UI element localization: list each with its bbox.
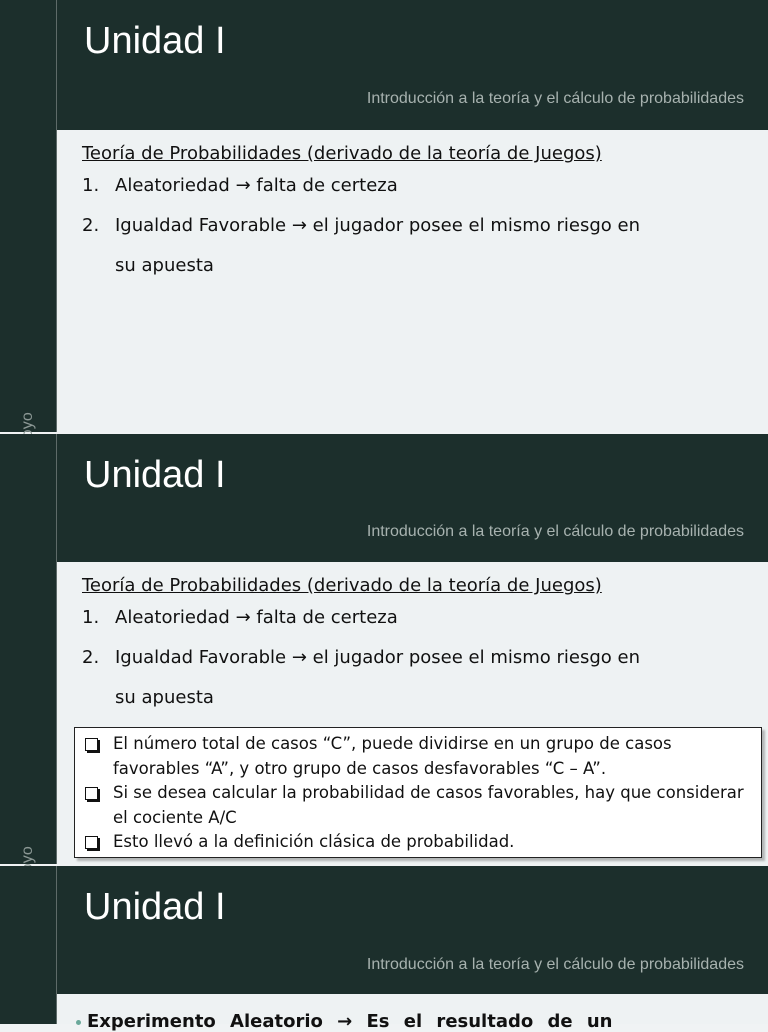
content-heading: Teoría de Probabilidades (derivado de la teoría de Juegos)	[82, 575, 602, 596]
slide-header	[57, 866, 768, 994]
callout-item	[83, 732, 753, 781]
callout-item	[83, 830, 753, 855]
callout-item-text: Esto llevó a la definición clásica de probabilidad.	[113, 832, 515, 851]
callout-item	[83, 781, 753, 830]
list-item-continuation-text: su apuesta	[115, 687, 214, 708]
checkbox-bullet-icon	[85, 787, 98, 800]
list-item	[82, 598, 742, 638]
slide-content	[82, 574, 742, 718]
slide-title: Unidad I	[84, 20, 226, 62]
checkbox-bullet-icon	[85, 836, 98, 849]
slide-subtitle: Introducción a la teoría y el cálculo de probabilidades	[366, 523, 744, 540]
numbered-list	[82, 598, 742, 718]
slide-sidebar	[0, 434, 57, 864]
list-item-text: Igualdad Favorable → el jugador posee el mismo riesgo en	[115, 215, 641, 236]
bullet-dot-icon	[76, 1020, 81, 1025]
list-item	[82, 166, 742, 206]
list-item	[82, 638, 742, 678]
list-item	[82, 206, 742, 246]
slide-subtitle: Introducción a la teoría y el cálculo de probabilidades	[366, 90, 744, 107]
slide-header	[57, 0, 768, 130]
slide-header	[57, 434, 768, 562]
list-item-continuation	[82, 246, 742, 286]
callout-item-text: El número total de casos “C”, puede dividirse en un grupo de casos favorables “A”, y otro grupo de casos desfavorables “C – A”.	[113, 734, 672, 778]
callout-item-text: Si se desea calcular la probabilidad de casos favorables, hay que considerar el cociente A/C	[113, 783, 744, 827]
slide-content	[82, 142, 742, 286]
slide-sidebar	[0, 866, 57, 1024]
list-number: 1.	[82, 175, 100, 196]
list-item-continuation-text: su apuesta	[115, 255, 214, 276]
slide-title: Unidad I	[84, 886, 226, 928]
content-heading: Teoría de Probabilidades (derivado de la teoría de Juegos)	[82, 143, 602, 164]
list-number: 2.	[82, 647, 100, 668]
list-number: 1.	[82, 607, 100, 628]
numbered-list	[82, 166, 742, 286]
list-item-text: Aleatoriedad → falta de certeza	[115, 607, 398, 628]
list-item-continuation	[82, 678, 742, 718]
slide-3	[0, 866, 768, 1032]
slide-2	[0, 434, 768, 864]
bullet-text: Experimento Aleatorio → Es el resultado de un	[87, 1011, 613, 1032]
checkbox-bullet-icon	[85, 738, 98, 751]
bullet-point	[76, 1011, 612, 1032]
list-item-text: Aleatoriedad → falta de certeza	[115, 175, 398, 196]
slide-sidebar	[0, 0, 57, 432]
slide-subtitle: Introducción a la teoría y el cálculo de probabilidades	[366, 956, 744, 973]
slide-title: Unidad I	[84, 454, 226, 496]
callout-box	[74, 727, 762, 858]
list-number: 2.	[82, 215, 100, 236]
list-item-text: Igualdad Favorable → el jugador posee el mismo riesgo en	[115, 647, 641, 668]
slide-1	[0, 0, 768, 432]
